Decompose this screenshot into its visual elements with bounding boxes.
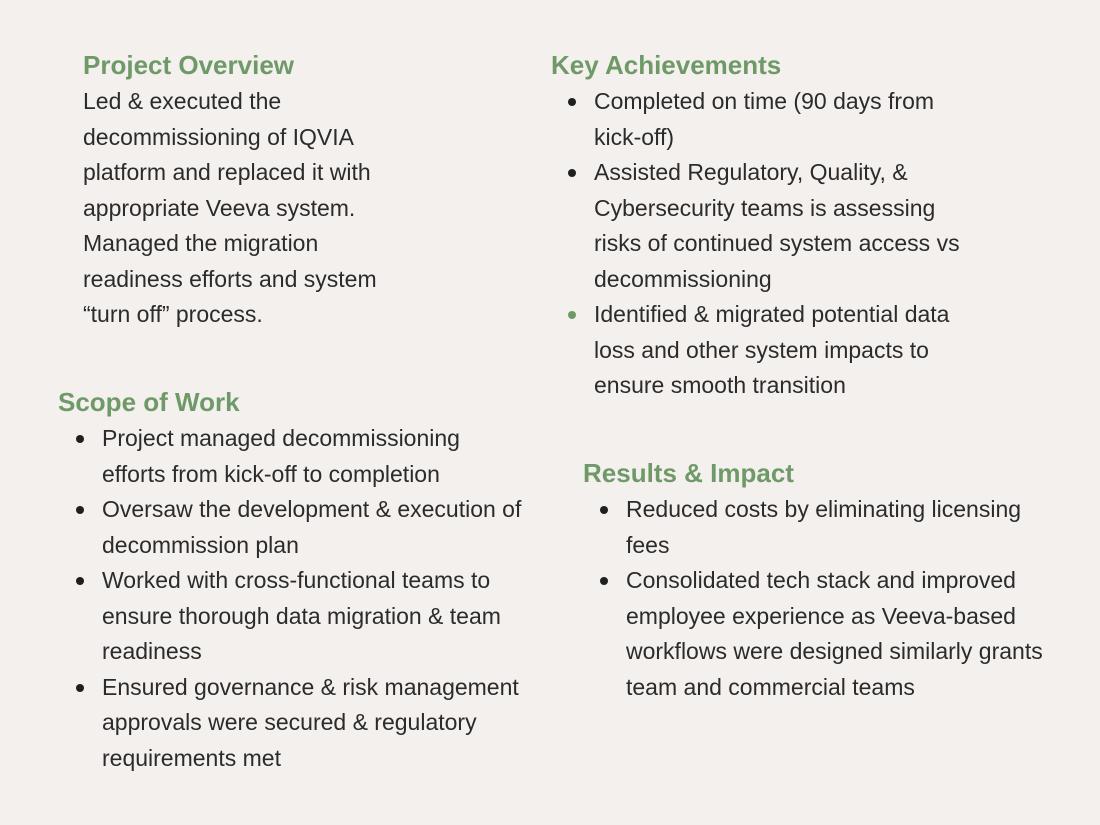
list-item-line: ensure smooth transition: [594, 372, 846, 398]
list-item-line: Identified & migrated potential data: [594, 301, 950, 327]
list-item-line: Reduced costs by eliminating licensing: [626, 496, 1022, 522]
key-achievements-heading: Key Achievements: [551, 50, 782, 80]
list-item-line: efforts from kick-off to completion: [102, 460, 440, 487]
project-overview-heading: Project Overview: [83, 50, 294, 80]
bullet-icon: [568, 311, 576, 319]
bullet-icon: [76, 684, 84, 692]
list-item: [558, 84, 1011, 155]
bullet-icon: [600, 577, 608, 585]
list-item-line: requirements met: [102, 744, 281, 771]
key-achievements-list: [558, 84, 1011, 404]
bullet-icon: [76, 435, 84, 443]
list-item-line: Worked with cross-functional teams to: [102, 567, 491, 593]
list-item-line: fees: [626, 531, 670, 558]
overview-line: appropriate Veeva system.: [83, 194, 356, 221]
list-item: [558, 297, 1011, 404]
results-impact-list: [590, 492, 1093, 705]
overview-line: readiness efforts and system: [83, 265, 377, 292]
key-achievements-section: [551, 48, 1011, 404]
list-item-line: approvals were secured & regulatory: [102, 709, 477, 735]
bullet-icon: [600, 506, 608, 514]
list-item: [66, 492, 558, 563]
results-impact-heading: Results & Impact: [583, 458, 794, 488]
list-item-line: workflows were designed similarly grants: [626, 638, 1043, 664]
list-item: [558, 155, 1011, 297]
list-item-line: team and commercial teams: [626, 673, 915, 700]
list-item-line: decommission plan: [102, 531, 299, 558]
list-item-line: employee experience as Veeva-based: [626, 602, 1016, 629]
list-item-line: Cybersecurity teams is assessing: [594, 194, 936, 221]
project-overview-text: [83, 84, 443, 333]
overview-line: Led & executed the: [83, 88, 282, 114]
list-item: [66, 421, 558, 492]
list-item: [66, 563, 558, 670]
list-item-line: decommissioning: [594, 265, 772, 292]
list-item-line: kick-off): [594, 123, 675, 150]
list-item: [590, 492, 1093, 563]
list-item-line: Consolidated tech stack and improved: [626, 567, 1016, 593]
list-item-line: readiness: [102, 638, 202, 664]
scope-of-work-section: [58, 385, 558, 776]
list-item-line: Assisted Regulatory, Quality, &: [594, 159, 908, 185]
list-item-line: risks of continued system access vs: [594, 230, 960, 256]
scope-of-work-list: [66, 421, 558, 776]
results-impact-section: [583, 456, 1093, 705]
list-item: [590, 563, 1093, 705]
overview-line: Managed the migration: [83, 230, 319, 256]
overview-line: “turn off” process.: [83, 301, 263, 327]
project-overview-section: [83, 48, 443, 333]
bullet-icon: [568, 169, 576, 177]
list-item-line: Project managed decommissioning: [102, 425, 460, 451]
overview-line: platform and replaced it with: [83, 159, 371, 185]
list-item-line: Oversaw the development & execution of: [102, 496, 522, 522]
list-item-line: ensure thorough data migration & team: [102, 602, 501, 629]
bullet-icon: [76, 506, 84, 514]
list-item: [66, 670, 558, 777]
scope-of-work-heading: Scope of Work: [58, 387, 240, 417]
bullet-icon: [76, 577, 84, 585]
list-item-line: Completed on time (90 days from: [594, 88, 935, 114]
overview-line: decommissioning of IQVIA: [83, 123, 355, 150]
list-item-line: loss and other system impacts to: [594, 336, 929, 363]
bullet-icon: [568, 98, 576, 106]
list-item-line: Ensured governance & risk management: [102, 673, 519, 700]
